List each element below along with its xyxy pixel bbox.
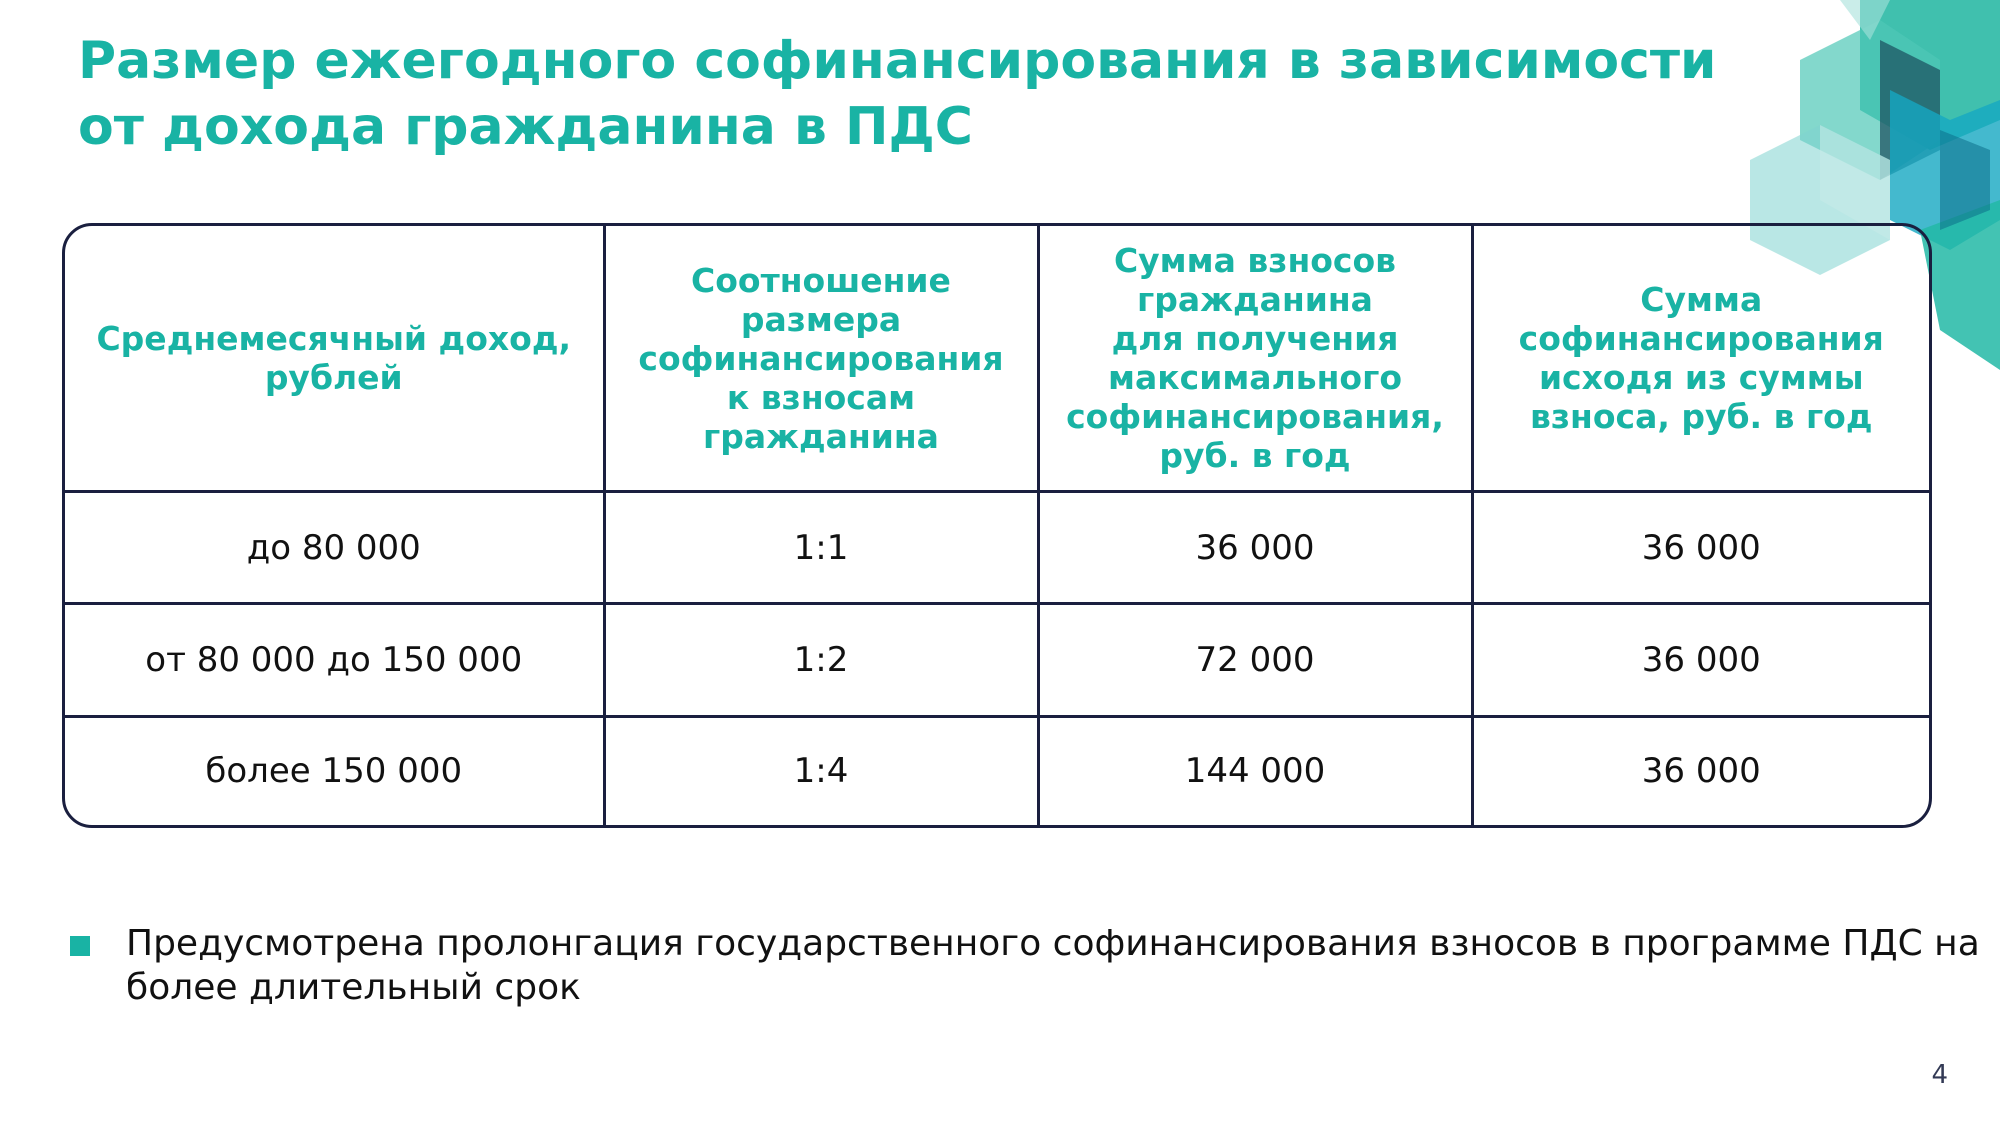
header-line: гражданина — [703, 416, 939, 456]
table-row — [65, 492, 1929, 604]
bullet-note — [70, 922, 1980, 1010]
header-line: исходя из суммы — [1538, 358, 1864, 397]
page-number: 4 — [1931, 1060, 1948, 1090]
note-line-1: Предусмотрена пролонгация государственного софинансирования взносов в программе ПДС на — [126, 923, 1980, 964]
note-line-2: более длительный срок — [126, 967, 581, 1008]
cell-ratio: 1:4 — [604, 716, 1038, 825]
header-line: софинансирования, — [1066, 397, 1444, 436]
header-line: для получения — [1111, 319, 1399, 358]
slide-title-line-1: Размер ежегодного софинансирования в зависимости — [78, 31, 1717, 91]
header-line: Среднемесячный доход, — [96, 319, 572, 358]
cell-ratio: 1:1 — [604, 492, 1038, 604]
header-line: гражданина — [1137, 280, 1373, 319]
cell-contribution-sum: 72 000 — [1038, 604, 1472, 716]
header-line: Сумма — [1640, 280, 1763, 319]
cell-income: от 80 000 до 150 000 — [65, 604, 604, 716]
cell-cofinancing-sum: 36 000 — [1472, 604, 1929, 716]
cell-cofinancing-sum: 36 000 — [1472, 716, 1929, 825]
table-row — [65, 716, 1929, 825]
slide-title — [78, 28, 1716, 160]
header-line: софинансирования — [638, 338, 1004, 378]
note-text — [126, 922, 1980, 1010]
header-line: руб. в год — [1159, 436, 1351, 475]
header-cofinancing-sum — [1472, 226, 1929, 492]
cell-ratio: 1:2 — [604, 604, 1038, 716]
cell-income: более 150 000 — [65, 716, 604, 825]
square-bullet-icon — [70, 936, 90, 956]
header-income — [65, 226, 604, 492]
cell-contribution-sum: 36 000 — [1038, 492, 1472, 604]
header-line: взноса, руб. в год — [1529, 397, 1873, 436]
header-contribution-sum — [1038, 226, 1472, 492]
cofinancing-table — [62, 223, 1932, 828]
cell-income: до 80 000 — [65, 492, 604, 604]
header-line: софинансирования — [1518, 319, 1884, 358]
table-row — [65, 604, 1929, 716]
header-ratio — [604, 226, 1038, 492]
header-line: рублей — [264, 358, 403, 397]
header-line: размера — [740, 299, 902, 339]
cell-contribution-sum: 144 000 — [1038, 716, 1472, 825]
cell-cofinancing-sum: 36 000 — [1472, 492, 1929, 604]
table-header-row — [65, 226, 1929, 492]
header-line: максимального — [1108, 358, 1402, 397]
slide-title-line-2: от дохода гражданина в ПДС — [78, 97, 973, 157]
header-line: Сумма взносов — [1113, 241, 1397, 280]
header-line: к взносам — [726, 377, 916, 417]
header-line: Соотношение — [691, 260, 951, 300]
